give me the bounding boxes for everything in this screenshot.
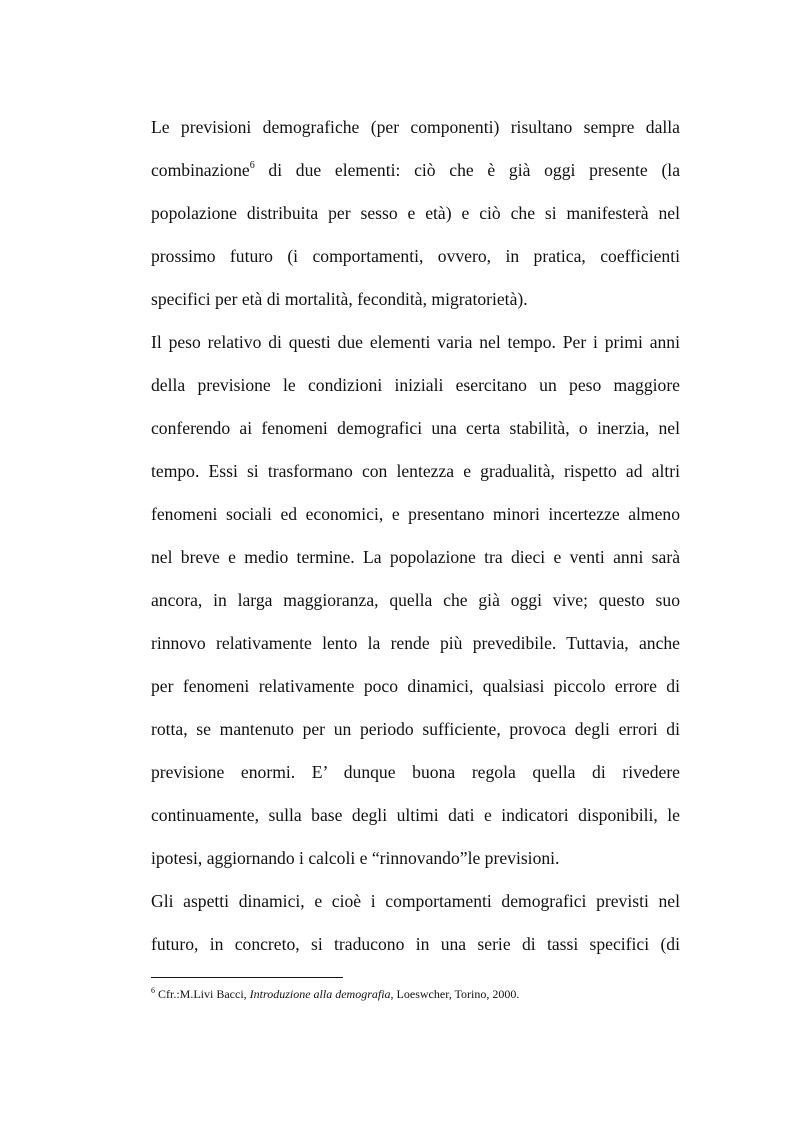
paragraph-line: fenomeni sociali ed economici, e presentano minori incertezze almeno bbox=[151, 504, 680, 524]
paragraph-line: popolazione distribuita per sesso e età) e ciò che si manifesterà nel bbox=[151, 203, 680, 223]
paragraph-line: continuamente, sulla base degli ultimi dati e indicatori disponibili, le bbox=[151, 805, 680, 825]
paragraph-line: rinnovo relativamente lento la rende più prevedibile. Tuttavia, anche bbox=[151, 633, 680, 653]
paragraph-line: specifici per età di mortalità, fecondità, migratorietà). bbox=[151, 289, 528, 309]
footnote-prefix: Cfr.:M.Livi Bacci, bbox=[155, 987, 250, 1001]
paragraph-line: Le previsioni demografiche (per componenti) risultano sempre dalla bbox=[151, 117, 680, 137]
paragraph-line: ipotesi, aggiornando i calcoli e “rinnovando”le previsioni. bbox=[151, 848, 560, 868]
footnote-anchor-word: combinazione bbox=[151, 160, 250, 180]
footnote-book-title: Introduzione alla demografia bbox=[249, 987, 391, 1001]
footnote-suffix: , Loeswcher, Torino, 2000. bbox=[390, 987, 520, 1001]
paragraph-line: tempo. Essi si trasformano con lentezza e gradualità, rispetto ad altri bbox=[151, 461, 680, 481]
paragraph-line: rotta, se mantenuto per un periodo sufficiente, provoca degli errori di bbox=[151, 719, 680, 739]
line-remainder: di due elementi: ciò che è già oggi presente (la bbox=[268, 160, 680, 180]
footnote bbox=[151, 986, 519, 1002]
footnote-separator bbox=[151, 977, 343, 978]
paragraph-line: previsione enormi. E’ dunque buona regola quella di rivedere bbox=[151, 762, 680, 782]
paragraph-line: futuro, in concreto, si traducono in una serie di tassi specifici (di bbox=[151, 934, 680, 954]
paragraph-line: nel breve e medio termine. La popolazione tra dieci e venti anni sarà bbox=[151, 547, 680, 567]
paragraph-line bbox=[151, 160, 680, 180]
paragraph-line: ancora, in larga maggioranza, quella che già oggi vive; questo suo bbox=[151, 590, 680, 610]
paragraph-line: Il peso relativo di questi due elementi varia nel tempo. Per i primi anni bbox=[151, 332, 680, 352]
paragraph-line: per fenomeni relativamente poco dinamici, qualsiasi piccolo errore di bbox=[151, 676, 680, 696]
paragraph-line: conferendo ai fenomeni demografici una certa stabilità, o inerzia, nel bbox=[151, 418, 680, 438]
paragraph-line: prossimo futuro (i comportamenti, ovvero, in pratica, coefficienti bbox=[151, 246, 680, 266]
paragraph-line: Gli aspetti dinamici, e cioè i comportamenti demografici previsti nel bbox=[151, 891, 680, 911]
footnote-reference: 6 bbox=[249, 160, 255, 171]
paragraph-line: della previsione le condizioni iniziali esercitano un peso maggiore bbox=[151, 375, 680, 395]
footnote-marker: 6 bbox=[151, 986, 155, 995]
